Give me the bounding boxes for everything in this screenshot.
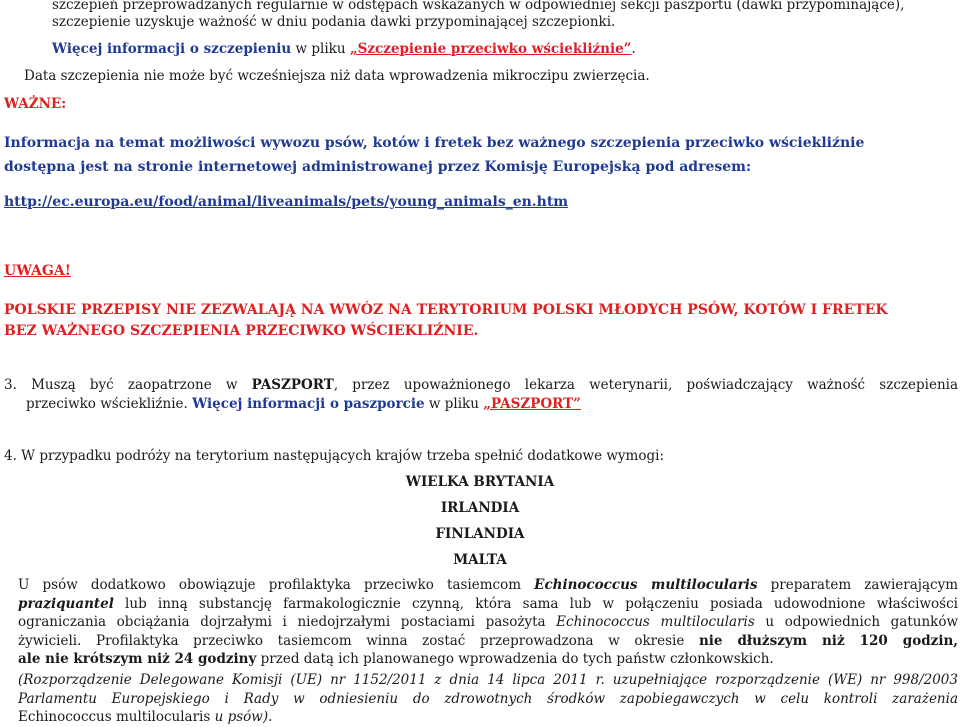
- regulation-note: [18, 671, 958, 727]
- important-url: [4, 193, 568, 211]
- warning-text-line-1: POLSKIE PRZEPISY NIE ZEZWALAJĄ NA WWÓZ NA TERYTORIUM POLSKI MŁODYCH PSÓW, KOTÓW I FRETEK: [4, 302, 888, 318]
- tapeworm-text-3: ograniczania obciążania dojrzałymi i niedojrzałymi postaciami pasożyta: [18, 614, 557, 630]
- vaccination-more-info: [52, 40, 636, 58]
- tapeworm-line-2: [18, 595, 958, 614]
- country-wielka-brytania: WIELKA BRYTANIA: [405, 474, 555, 490]
- important-text-line-1: Informacja na temat możliwości wywozu psów, kotów i fretek bez ważnego szczepienia przeciwko wściekliźnie: [4, 135, 865, 151]
- tapeworm-line-4: [18, 632, 958, 651]
- vaccination-more-info-text: w pliku: [291, 41, 350, 57]
- warning-text-line-2: BEZ WAŻNEGO SZCZEPIENIA PRZECIWKO WŚCIEKLIŹNIE.: [4, 323, 479, 339]
- important-text-line-2: dostępna jest na stronie internetowej administrowanej przez Komisję Europejską pod adresem:: [4, 159, 752, 175]
- point-3-text-b: , przez upoważnionego lekarza weterynarii, poświadczający ważność szczepienia: [333, 377, 959, 393]
- tapeworm-text-5b: przed datą ich planowanego wprowadzenia do tych państw członkowskich.: [256, 651, 774, 667]
- tapeworm-text-1c: preparatem zawierającym: [757, 577, 959, 593]
- vaccination-more-info-end: .: [631, 41, 636, 57]
- vaccination-file-link[interactable]: „Szczepienie przeciwko wściekliźnie”: [349, 41, 632, 57]
- regulation-line-2: Parlamentu Europejskiego i Rady w odniesieniu do zdrowotnych środków zapobiegawczych w celu kontroli zarażenia: [18, 690, 958, 707]
- tapeworm-line-3: [18, 613, 958, 632]
- intro-line-1: szczepień przeprowadzanych regularnie w odstępach wskazanych w odpowiedniej sekcji paszportu (dawki przypominające),: [52, 0, 905, 13]
- point-3: [4, 376, 958, 413]
- point-3-number: 3.: [4, 377, 17, 393]
- point-3-line-2: [4, 395, 958, 414]
- tapeworm-paragraph: [18, 576, 958, 669]
- praziquantel-term: praziquantel: [18, 595, 114, 612]
- min-hours-note: ale nie krótszym niż 24 godziny: [18, 651, 257, 667]
- point-3-passport: PASZPORT: [251, 377, 334, 393]
- warning-label: UWAGA!: [4, 263, 71, 279]
- eu-commission-link[interactable]: http://ec.europa.eu/food/animal/liveanimals/pets/young_animals_en.htm: [4, 194, 569, 210]
- tapeworm-line-1: [18, 576, 958, 595]
- point-3-line-1: [4, 376, 958, 395]
- vaccination-more-info-label: Więcej informacji o szczepieniu: [52, 41, 292, 57]
- echinococcus-term: Echinococcus multilocularis: [534, 577, 758, 593]
- country-malta: MALTA: [453, 552, 507, 568]
- point-4-text: W przypadku podróży na terytorium następujących krajów trzeba spełnić dodatkowe wymogi:: [16, 448, 664, 464]
- passport-file-link[interactable]: „PASZPORT”: [483, 395, 581, 412]
- country-finlandia: FINLANDIA: [435, 526, 525, 542]
- tapeworm-text-4a: żywicieli. Profilaktyka przeciwko tasiemcom winna zostać przeprowadzona w okresie: [18, 632, 699, 649]
- point-4: [4, 447, 664, 465]
- point-4-number: 4.: [4, 448, 17, 464]
- important-label: WAŻNE:: [4, 96, 67, 112]
- passport-more-info-text: w pliku: [424, 395, 484, 412]
- regulation-line-3: [18, 708, 958, 727]
- regulation-end: u psów).: [210, 709, 273, 725]
- regulation-species: Echinococcus multilocularis: [18, 709, 211, 725]
- regulation-line-1: (Rozporządzenie Delegowane Komisji (UE) nr 1152/2011 z dnia 14 lipca 2011 r. uzupełniające rozporządzenie (WE) nr 998/2003: [18, 672, 958, 688]
- country-irlandia: IRLANDIA: [440, 500, 520, 516]
- tapeworm-line-5: [18, 650, 958, 669]
- tapeworm-text-1a: U psów dodatkowo obowiązuje profilaktyka przeciwko tasiemcom: [18, 577, 535, 593]
- max-hours-note: nie dłuższym niż 120 godzin,: [698, 632, 958, 649]
- passport-more-info-label: Więcej informacji o paszporcie: [192, 395, 425, 412]
- echinococcus-term-2: Echinococcus multilocularis: [556, 614, 755, 630]
- intro-line-2: szczepienie uzyskuje ważność w dniu podania dawki przypominającej szczepionki.: [52, 14, 616, 30]
- point-3-text-c: przeciwko wściekliźnie.: [26, 395, 193, 412]
- point-3-text-a: Muszą być zaopatrzone w: [16, 377, 252, 393]
- tapeworm-text-2b: lub inną substancję farmakologicznie czynną, która sama lub w połączeniu posiada udowodnione właściwości: [113, 595, 958, 612]
- tapeworm-text-3b: u odpowiednich gatunków: [754, 614, 959, 630]
- vaccination-date-note: Data szczepienia nie może być wcześniejsza niż data wprowadzenia mikroczipu zwierzęcia.: [24, 68, 650, 84]
